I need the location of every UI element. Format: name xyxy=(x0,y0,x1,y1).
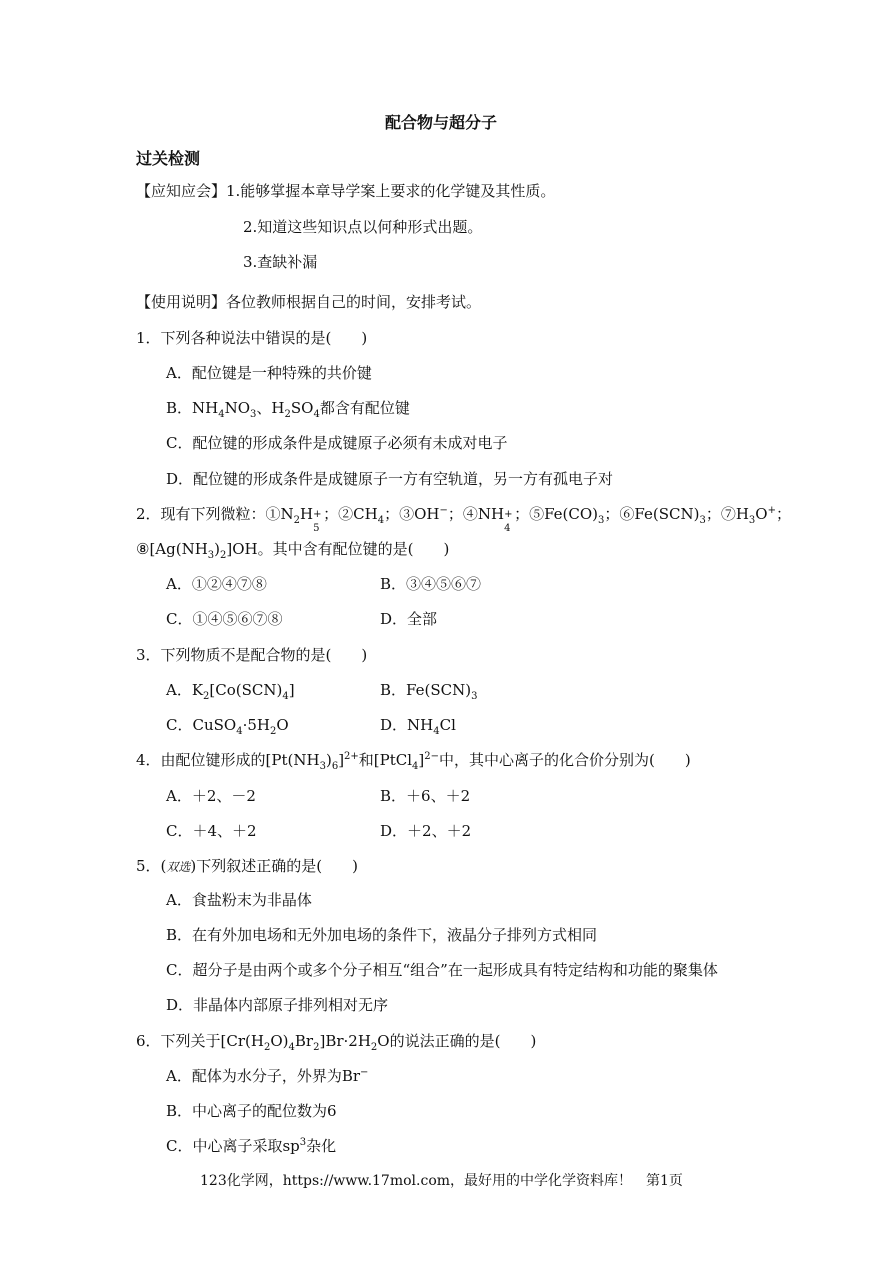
q1-option-c: C．配位键的形成条件是成键原子必须有未成对电子 xyxy=(166,434,508,452)
intro-line-2: 2.知道这些知识点以何种形式出题。 xyxy=(243,218,483,236)
q4-stem: 4．由配位键形成的$[Pt(NH_3)_6]^{2+}$和[PtCl$_4$]$^{2-}$中，其中心离子的化合价分别为( ) xyxy=(136,751,691,772)
q5-stem: 5．(双选)下列叙述正确的是( ) xyxy=(136,857,358,875)
q5-option-d: D．非晶体内部原子排列相对无序 xyxy=(166,996,389,1014)
intro-line-3: 3.查缺补漏 xyxy=(243,253,318,271)
q2-option-d: D．全部 xyxy=(380,610,438,628)
q4-option-b: B．＋6、＋2 xyxy=(380,787,471,805)
q4-option-a: A．＋2、－2 xyxy=(166,787,256,805)
q6-option-a: A．配体为水分子，外界为Br− xyxy=(166,1067,369,1085)
q5-option-a: A．食盐粉末为非晶体 xyxy=(166,891,312,909)
q1-stem: 1．下列各种说法中错误的是( ) xyxy=(136,329,368,347)
q3-option-c: C．$CuSO_4\cdot 5H_2O$ xyxy=(166,716,289,737)
q5-option-c: C．超分子是由两个或多个分子相互“组合”在一起形成具有特定结构和功能的聚集体 xyxy=(166,961,718,979)
q1-option-d: D．配位键的形成条件是成键原子一方有空轨道，另一方有孤电子对 xyxy=(166,470,614,488)
page-footer: 123化学网，https://www.17mol.com，最好用的中学化学资料库！ 第1页 xyxy=(200,1173,683,1189)
q3-option-a: A．$K_2[Co(SCN)_4]$ xyxy=(166,681,295,702)
q2-option-b: B．③④⑤⑥⑦ xyxy=(380,575,482,593)
intro-line-1: 【应知应会】1.能够掌握本章导学案上要求的化学键及其性质。 xyxy=(136,182,556,200)
page-title: 配合物与超分子 xyxy=(385,113,498,132)
q2-option-a: A．①②④⑦⑧ xyxy=(166,575,267,593)
usage-note: 【使用说明】各位教师根据自己的时间，安排考试。 xyxy=(136,293,482,311)
q5-option-b: B．在有外加电场和无外加电场的条件下，液晶分子排列方式相同 xyxy=(166,926,598,944)
q2-stem-line-2: $⑧[Ag(NH_3)_2]OH$。其中含有配位键的是( ) xyxy=(136,540,450,561)
q3-option-d: D．$NH_4Cl$ xyxy=(380,716,456,737)
q3-stem: 3．下列物质不是配合物的是( ) xyxy=(136,646,368,664)
q4-option-c: C．＋4、＋2 xyxy=(166,822,257,840)
q6-option-b: B．中心离子的配位数为6 xyxy=(166,1102,337,1120)
q4-option-d: D．＋2、＋2 xyxy=(380,822,472,840)
q2-stem: 2．现有下列微粒：$①N_2H$ + 5 ；$②CH_4$；③OH−；④NH + 4 ；$⑤Fe(CO)_3$；$⑥Fe(SCN)_3$；$⑦H_3O^+$； xyxy=(136,505,792,534)
q3-option-b: B．$Fe(SCN)_3$ xyxy=(380,681,478,702)
q1-option-b: B．$NH_4NO_3$、$H_2SO_4$都含有配位键 xyxy=(166,399,410,420)
double-choice-tag: 双选 xyxy=(166,860,191,874)
q6-stem: 6．下列关于$[Cr(H_2O)_4Br_2]Br\cdot 2H_2O$的说法正确的是( ) xyxy=(136,1032,537,1053)
q1-option-a: A．配位键是一种特殊的共价键 xyxy=(166,364,372,382)
q2-option-c: C．①④⑤⑥⑦⑧ xyxy=(166,610,283,628)
q6-option-c: C．中心离子采取$sp^3$杂化 xyxy=(166,1137,337,1155)
section-heading: 过关检测 xyxy=(136,149,201,168)
